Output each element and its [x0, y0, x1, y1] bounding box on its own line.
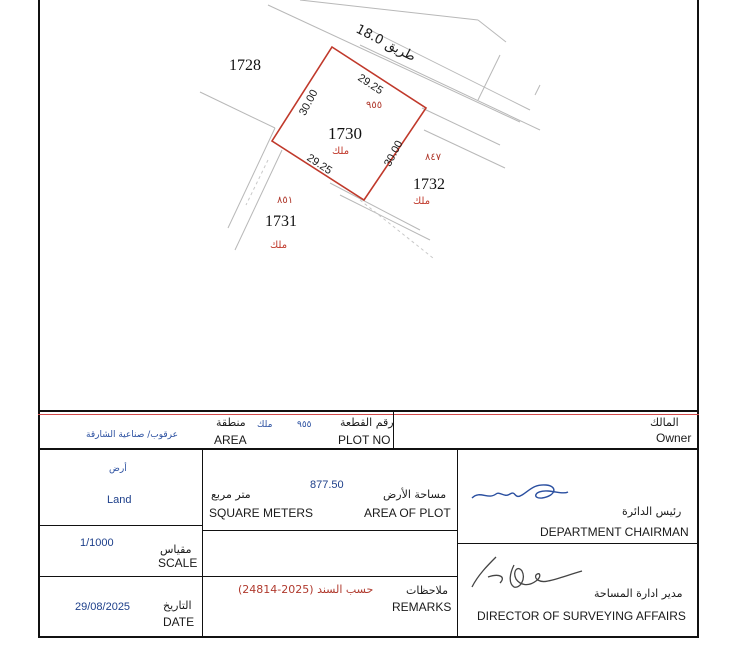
details-grid	[38, 450, 699, 638]
plot-tag-milk: ملك	[257, 420, 273, 430]
tag-milk-1731: ملك	[270, 240, 288, 251]
plot-no-label-ar: رقم القطعة	[340, 416, 394, 429]
plot-no-label-en: PLOT NO	[338, 433, 391, 447]
land-type-ar: أرض	[109, 464, 127, 474]
dim-left: 30.00	[297, 87, 321, 118]
region-label-en: AREA	[214, 433, 247, 447]
tag-955: ٩٥٥	[366, 100, 383, 111]
director-en: DIRECTOR OF SURVEYING AFFAIRS	[477, 609, 686, 623]
dim-top: 29.25	[355, 72, 386, 98]
region-label-ar: منطقة	[216, 416, 246, 429]
scale-label-en: SCALE	[158, 556, 198, 570]
tag-847: ٨٤٧	[425, 152, 442, 163]
date-label-ar: التاريخ	[163, 599, 192, 612]
region-value: عرقوب/ صناعية الشارقة	[86, 430, 179, 440]
area-value: 877.50	[310, 479, 344, 491]
date-label-en: DATE	[163, 615, 195, 629]
area-label-en: AREA OF PLOT	[364, 506, 451, 520]
remarks-label-en: REMARKS	[392, 600, 452, 614]
unit-en: SQUARE METERS	[209, 506, 314, 520]
scale-value: 1/1000	[80, 537, 114, 549]
tag-milk-1732: ملك	[413, 196, 431, 207]
plot-1730-label: 1730	[328, 124, 362, 143]
road-label: طريق 18.0	[353, 22, 418, 65]
chairman-signature	[470, 480, 570, 508]
plot-1728-label: 1728	[229, 57, 261, 74]
director-signature	[466, 553, 586, 595]
director-ar: مدير ادارة المساحة	[594, 587, 683, 600]
land-type-en: Land	[107, 494, 132, 506]
dim-bottom: 29.25	[304, 152, 335, 178]
plot-1731-label: 1731	[265, 213, 297, 230]
dept-chair-en: DEPARTMENT CHAIRMAN	[540, 525, 689, 539]
owner-label-ar: المالك	[650, 416, 679, 429]
date-value: 29/08/2025	[75, 601, 131, 613]
dept-chair-ar: رئيس الدائرة	[622, 505, 682, 518]
red-rule	[38, 414, 699, 415]
tag-851: ٨٥١	[277, 195, 294, 206]
plot-info-row	[38, 410, 699, 450]
remarks-value: حسب السند (2025-24814)	[238, 583, 374, 596]
plot-tag-num: ٩٥٥	[297, 420, 312, 430]
tag-milk-1730: ملك	[332, 146, 350, 157]
remarks-label-ar: ملاحظات	[406, 584, 448, 597]
unit-ar: متر مربع	[211, 488, 251, 501]
owner-label-en: Owner	[656, 431, 692, 445]
area-label-ar: مساحة الأرض	[383, 488, 447, 501]
dim-right: 30.00	[382, 138, 406, 169]
scale-label-ar: مقياس	[160, 543, 192, 556]
plot-1732-label: 1732	[413, 176, 445, 193]
